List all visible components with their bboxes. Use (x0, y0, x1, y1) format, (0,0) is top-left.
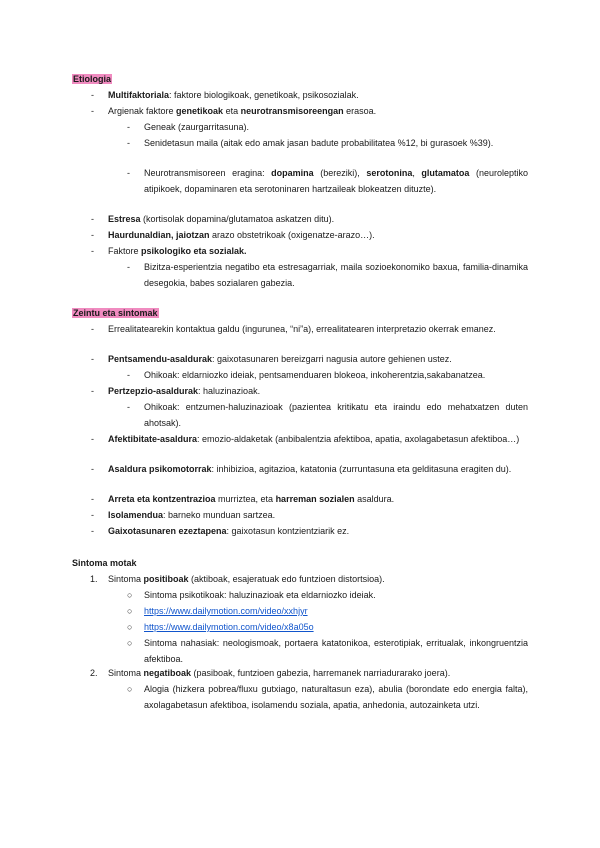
list-item (91, 228, 528, 244)
text-segment: Sintoma (108, 574, 144, 584)
list-marker: ○ (127, 638, 133, 648)
list-marker: - (127, 138, 130, 148)
list-item (91, 244, 528, 260)
list-marker: - (91, 494, 94, 504)
bold-term: neurotransmisoreengan (240, 106, 344, 116)
bold-term: Asaldura psikomotorrak (108, 464, 212, 474)
bold-term: psikologiko eta sozialak. (141, 246, 247, 256)
list-marker: - (91, 214, 94, 224)
list-marker: - (91, 246, 94, 256)
list-item (127, 636, 528, 667)
list-item (91, 462, 528, 478)
list-marker: - (91, 106, 94, 116)
list-marker: 2. (90, 668, 98, 678)
list-item (127, 260, 528, 291)
text-segment: Argienak faktore (108, 106, 177, 116)
bold-term: Pertzepzio-asaldurak (108, 386, 199, 396)
list-item (91, 322, 528, 338)
text-segment: : barneko munduan sartzea. (163, 510, 276, 520)
list-marker: - (91, 386, 94, 396)
list-item (127, 368, 528, 384)
bold-term: Gaixotasunaren ezeztapena (108, 526, 227, 536)
text-segment: : emozio-aldaketak (anbibalentzia afektiboa, apatia, axolagabetasun afektiboa…) (197, 434, 520, 444)
list-marker: - (91, 464, 94, 474)
list-item (127, 682, 528, 713)
bold-term: negatiboak (143, 668, 192, 678)
list-marker: ○ (127, 590, 133, 600)
list-marker: ○ (127, 684, 133, 694)
list-item (91, 524, 528, 540)
list-item (91, 104, 528, 120)
list-item (127, 620, 528, 636)
list-marker: ○ (127, 606, 133, 616)
text-segment: (kortisolak dopamina/glutamatoa askatzen ditu). (140, 214, 335, 224)
text-segment: erasoa. (343, 106, 377, 116)
list-marker: - (91, 324, 94, 334)
list-marker: - (127, 122, 130, 132)
text-segment: (pasiboak, funtzioen gabezia, harremanek narriadurarako joera). (191, 668, 451, 678)
bold-term: Afektibitate-asaldura (108, 434, 198, 444)
list-marker: 1. (90, 574, 98, 584)
text-segment: Geneak (zaurgarritasuna). (144, 122, 250, 132)
list-marker: - (127, 262, 130, 272)
text-segment: Alogia (hizkera pobrea/fluxu gutxiago, naturaltasun eza), abulia (borondate edo energia falta), axolagabetasun afektiboa, isolamendu soziala, apatia, anhedonia, autozainketa utzi. (144, 684, 528, 710)
list-item (91, 384, 528, 400)
list-item (91, 508, 528, 524)
list-item (127, 166, 528, 197)
text-segment: asaldura. (354, 494, 395, 504)
text-segment: Ohikoak: entzumen-haluzinazioak (pazientea kritikatu eta iraindu edo mehatxatzen duten ahotsak). (144, 402, 528, 428)
text-segment: Neurotransmisoreen eragina: (144, 168, 272, 178)
bold-term: glutamatoa (421, 168, 470, 178)
list-marker: - (91, 510, 94, 520)
bold-term: genetikoak (176, 106, 224, 116)
section-heading-zeintu-sintomak: Zeintu eta sintomak (73, 308, 158, 318)
list-item (91, 352, 528, 368)
bold-term: Haurdunaldian, jaiotzan (108, 230, 210, 240)
text-segment: Ohikoak: eldarniozko ideiak, pentsamenduaren blokeoa, inkoherentzia,sakabanatzea. (144, 370, 486, 380)
list-marker: - (91, 434, 94, 444)
list-item (91, 492, 528, 508)
list-item (90, 572, 528, 588)
list-item (127, 400, 528, 431)
text-segment: arazo obstetrikoak (oxigenatze-arazo…). (209, 230, 375, 240)
bold-term: Isolamendua (108, 510, 164, 520)
list-item (91, 212, 528, 228)
text-segment: murriztea, eta (215, 494, 276, 504)
list-item (127, 136, 528, 152)
bold-term: Pentsamendu-asaldurak (108, 354, 213, 364)
text-segment: Errealitatearekin kontaktua galdu (ingurunea, “ni”a), errealitatearen interpretazio okerrak emanez. (108, 324, 496, 334)
video-link[interactable]: https://www.dailymotion.com/video/xxhjyr (144, 606, 308, 616)
text-segment: : faktore biologikoak, genetikoak, psikosozialak. (169, 90, 359, 100)
list-item (127, 120, 528, 136)
text-segment: : inhibizioa, agitazioa, katatonia (zurruntasuna eta gelditasuna eragiten du). (211, 464, 512, 474)
bold-term: dopamina (271, 168, 314, 178)
section-heading-sintoma-motak: Sintoma motak (72, 558, 137, 568)
list-marker: ○ (127, 622, 133, 632)
list-item (90, 666, 528, 682)
text-segment: Sintoma (108, 668, 144, 678)
list-marker: - (127, 402, 130, 412)
bold-term: positiboak (143, 574, 189, 584)
text-segment: (bereziki), (313, 168, 367, 178)
list-marker: - (127, 370, 130, 380)
list-marker: - (91, 526, 94, 536)
bold-term: Estresa (108, 214, 141, 224)
text-segment: Bizitza-esperientzia negatibo eta estresagarriak, maila sozioekonomiko baxua, familia-dinamika desegokia, babes sozialaren gabezia. (144, 262, 528, 288)
bold-term: serotonina (366, 168, 413, 178)
text-segment: : haluzinazioak. (198, 386, 261, 396)
text-segment: : gaixotasun kontzientziarik ez. (226, 526, 350, 536)
list-marker: - (91, 90, 94, 100)
text-segment: (neuroleptiko atipikoek, dopaminaren eta serotoninaren hartzaileak blokeatzen dituzte). (144, 168, 528, 194)
section-heading-etiologia: Etiologia (73, 74, 111, 84)
text-segment: , (412, 168, 422, 178)
bold-term: harreman sozialen (275, 494, 355, 504)
list-marker: - (127, 168, 130, 178)
text-segment: Senidetasun maila (aitak edo amak jasan badute probabilitatea %12, bi gurasoek %39). (144, 138, 494, 148)
text-segment: : gaixotasunaren bereizgarri nagusia autore gehienen ustez. (212, 354, 452, 364)
list-item (127, 588, 528, 604)
text-segment: Faktore (108, 246, 142, 256)
video-link[interactable]: https://www.dailymotion.com/video/x8a05o (144, 622, 314, 632)
list-item (91, 88, 528, 104)
list-item (127, 604, 528, 620)
text-segment: Sintoma psikotikoak: haluzinazioak eta eldarniozko ideiak. (144, 590, 376, 600)
list-item (91, 432, 528, 448)
list-marker: - (91, 230, 94, 240)
text-segment: eta (223, 106, 241, 116)
list-marker: - (91, 354, 94, 364)
text-segment: Sintoma nahasiak: neologismoak, portaera katatonikoa, esterotipiak, erritualak, inkongruentzia afektiboa. (144, 638, 528, 664)
bold-term: Arreta eta kontzentrazioa (108, 494, 216, 504)
bold-term: Multifaktoriala (108, 90, 170, 100)
text-segment: (aktiboak, esajeratuak edo funtzioen distortsioa). (188, 574, 385, 584)
